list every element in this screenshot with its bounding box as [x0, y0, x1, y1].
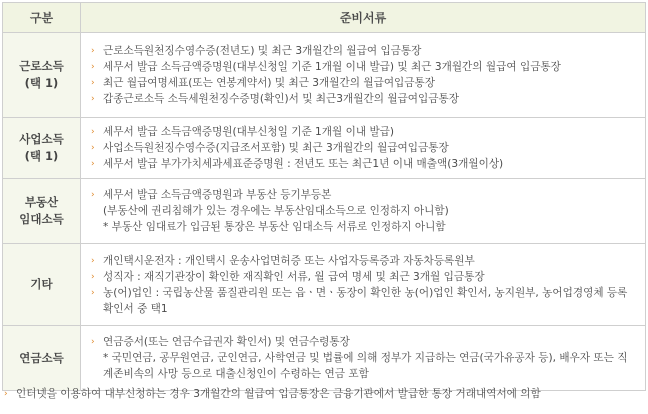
- list-item: › 최근 월급여명세표(또는 연봉계약서) 및 최근 3개월간의 월급여입금통장: [91, 77, 435, 89]
- table-row-earned-income: [3, 33, 646, 118]
- category-cell: [3, 244, 81, 326]
- header-documents: 준비서류: [81, 3, 646, 33]
- category-cell: [3, 179, 81, 244]
- category-cell: [3, 326, 81, 391]
- bullet-icon: ›: [91, 143, 95, 153]
- list-item-note: * 부동산 임대료가 입금된 통장은 부동산 임대소득 서류로 인정하지 아니함: [103, 221, 446, 233]
- documents-table: [2, 2, 646, 391]
- list-item-note: (부동산에 권리침해가 있는 경우에는 부동산임대소득으로 인정하지 아니함): [103, 205, 449, 217]
- bullet-icon: ›: [91, 127, 95, 137]
- category-label: (택 1): [24, 76, 59, 90]
- footnote-text: 인터넷을 이용하여 대부신청하는 경우 3개월간의 월급여 입금통장은 금융기관에서 발급한 통장 거래내역서에 의함: [16, 388, 541, 400]
- category-cell: [3, 33, 81, 118]
- bullet-icon: ›: [91, 46, 95, 56]
- documents-cell: [81, 179, 646, 244]
- documents-cell: [81, 33, 646, 118]
- list-item: › 갑종근로소득 소득세원천징수증명(확인)서 및 최근3개월간의 월급여입금통장: [91, 93, 459, 105]
- list-item: › 세무서 발급 소득금액증명원(대부신청일 기준 1개월 이내 발급) 및 최근 3개월간의 월급여 입금통장: [91, 61, 561, 73]
- category-label: 사업소득: [19, 132, 64, 146]
- category-cell: [3, 118, 81, 179]
- bullet-icon: ›: [91, 287, 95, 298]
- bullet-icon: ›: [91, 271, 95, 282]
- list-item: › 개인택시운전자 : 개인택시 운송사업면허증 또는 사업자등록증과 자동차등록원부: [91, 254, 475, 267]
- category-label: 연금소득: [19, 350, 64, 365]
- bullet-icon: ›: [91, 62, 95, 72]
- bullet-icon: ›: [4, 389, 8, 399]
- category-label: 기타: [30, 277, 53, 291]
- list-item: › 세무서 발급 소득금액증명원(대부신청일 기준 1개월 이내 발급): [91, 126, 395, 138]
- list-item: › 근로소득원천징수영수증(전년도) 및 최근 3개월간의 월급여 입금통장: [91, 45, 422, 57]
- table-row-pension-income: [3, 326, 646, 391]
- bullet-icon: ›: [91, 190, 95, 200]
- list-item: › 세무서 발급 부가가치세과세표준증명원 : 전년도 또는 최근1년 이내 매출액(3개월이상): [91, 158, 504, 170]
- category-label: 근로소득: [19, 59, 64, 73]
- category-label: 임대소득: [19, 212, 64, 226]
- category-label: (택 1): [24, 149, 59, 163]
- bullet-icon: ›: [91, 159, 95, 169]
- table-row-business-income: [3, 118, 646, 179]
- category-label: 부동산: [24, 195, 59, 209]
- footnote: [4, 386, 648, 402]
- bullet-icon: ›: [91, 255, 95, 266]
- table-row-rental-income: [3, 179, 646, 244]
- list-item: › 세무서 발급 소득금액증명원과 부동산 등기부등본: [91, 189, 332, 201]
- bullet-icon: ›: [91, 94, 95, 104]
- bullet-icon: ›: [91, 78, 95, 88]
- list-item: › 농(어)업인 : 국립농산물 품질관리원 또는 읍ㆍ면ㆍ동장이 확인한 농(어)업인 확인서, 농지원부, 농어업경영체 등록확인서 중 택1: [91, 286, 628, 315]
- list-item: › 사업소득원천징수영수증(지급조서포함) 및 최근 3개월간의 월급여입금통장: [91, 142, 449, 154]
- list-item: › 연금증서(또는 연금수급권자 확인서) 및 연금수령통장: [91, 336, 350, 348]
- table-row-other-income: [3, 244, 646, 326]
- documents-cell: [81, 118, 646, 179]
- list-item-note: * 국민연금, 공무원연금, 군인연금, 사학연금 및 법률에 의해 정부가 지급하는 연금(국가유공자 등), 배우자 또는 직계존비속의 사망 등으로 대출신청인이 수령하는 연금 포함: [103, 352, 628, 380]
- documents-cell: [81, 244, 646, 326]
- list-item: › 성직자 : 재직기관장이 확인한 재직확인 서류, 월 급여 명세 및 최근 3개월 입금통장: [91, 270, 485, 283]
- header-category: 구분: [3, 3, 81, 33]
- documents-cell: [81, 326, 646, 391]
- bullet-icon: ›: [91, 337, 95, 347]
